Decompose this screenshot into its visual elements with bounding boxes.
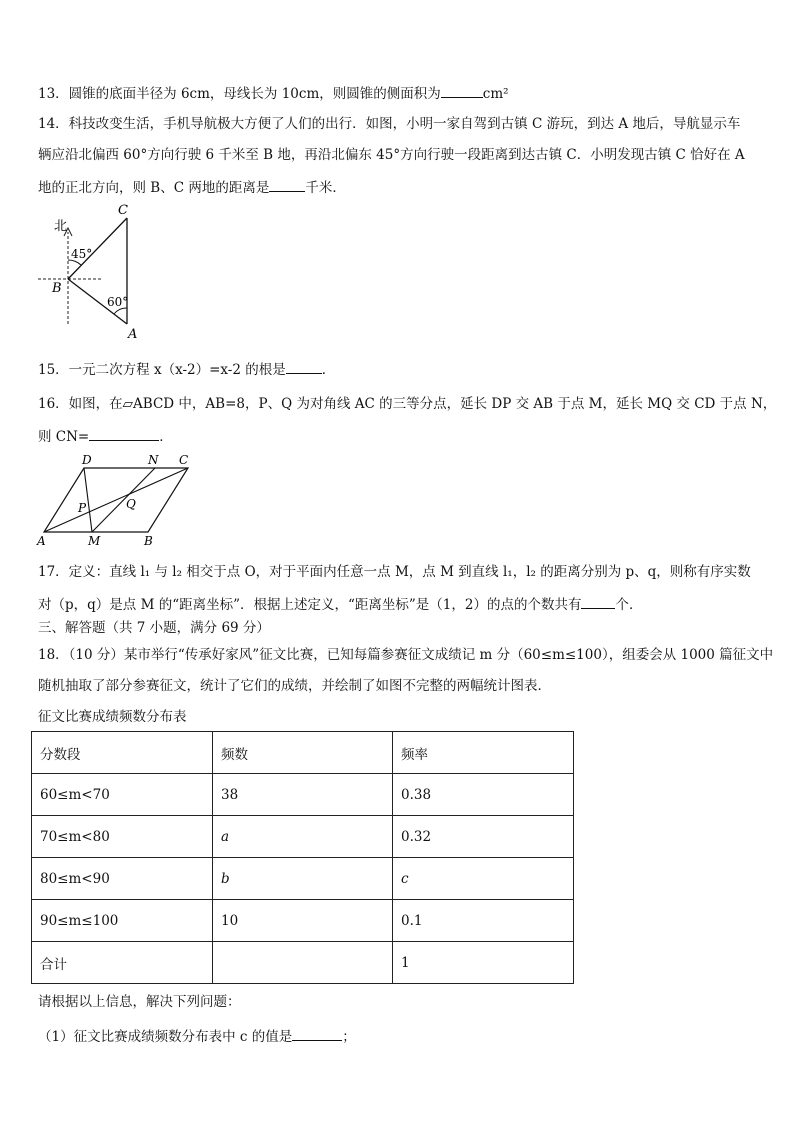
table-header-row — [32, 732, 574, 774]
q17-line1: 17．定义：直线 l₁ 与 l₂ 相交于点 O，对于平面内任意一点 M，点 M 到直线 l₁，l₂ 的距离分别为 p、q，则称有序实数 — [38, 564, 751, 580]
label-d: D — [82, 453, 92, 467]
q17-line2-end: 个． — [615, 597, 643, 613]
frequency-table — [31, 731, 574, 984]
label-angle-60: 60° — [107, 295, 129, 309]
q14-line1: 14．科技改变生活，手机导航极大方便了人们的出行．如图，小明一家自驾到古镇 C 游玩，到达 A 地后，导航显示车 — [38, 116, 741, 132]
q18-line1: 18．（10 分）某市举行“传承好家风”征文比赛，已知每篇参赛征文成绩记 m 分（60≤m≤100），组委会从 1000 篇征文中 — [38, 647, 774, 663]
table-cell: a — [213, 816, 393, 858]
table-row — [32, 816, 574, 858]
q15-answer-blank — [286, 359, 322, 374]
q18-sub1-answer-blank — [292, 1026, 342, 1041]
table-cell: 1 — [393, 942, 574, 984]
q15-end: ． — [321, 362, 336, 378]
label-c: C — [179, 453, 189, 467]
table-cell: 60≤m<70 — [32, 774, 213, 816]
label-p: P — [78, 501, 87, 515]
label-b: B — [52, 281, 62, 296]
label-a: A — [128, 327, 138, 342]
q16-line2-end: ． — [159, 429, 173, 445]
table-cell: 38 — [213, 774, 393, 816]
segment-dm — [84, 468, 92, 532]
table-title: 征文比赛成绩频数分布表 — [38, 709, 187, 725]
label-q: Q — [126, 497, 136, 511]
table-cell — [213, 942, 393, 984]
table-cell: 合计 — [32, 942, 213, 984]
table-cell: c — [393, 858, 574, 900]
table-cell: 0.32 — [393, 816, 574, 858]
label-north: 北 — [54, 219, 68, 234]
q16-line2 — [38, 426, 173, 446]
q15-text: 15．一元二次方程 x（x-2）=x-2 的根是 — [38, 362, 286, 378]
q17-line2-text: 对（p，q）是点 M 的“距离坐标”．根据上述定义，“距离坐标”是（1，2）的点的个数共有 — [38, 597, 582, 613]
table-header-cell: 分数段 — [32, 732, 213, 774]
q18-sub1-end: ； — [342, 1029, 356, 1045]
q18-sub1-text: （1）征文比赛成绩频数分布表中 c 的值是 — [38, 1029, 293, 1045]
question-15 — [38, 359, 335, 379]
q16-figure — [34, 452, 194, 548]
segment-mn — [92, 468, 155, 532]
table-cell: 0.38 — [393, 774, 574, 816]
table-row — [32, 858, 574, 900]
table-header-cell: 频率 — [393, 732, 574, 774]
q13-answer-blank — [441, 83, 483, 98]
table-cell: 70≤m<80 — [32, 816, 213, 858]
q14-line3-end: 千米． — [305, 180, 346, 196]
table-row — [32, 774, 574, 816]
q13-text: 13．圆锥的底面半径为 6cm，母线长为 10cm，则圆锥的侧面积为 — [38, 86, 441, 102]
label-n: N — [148, 453, 159, 467]
table-cell: 10 — [213, 900, 393, 942]
q16-line2-text: 则 CN= — [38, 429, 90, 445]
q14-answer-blank — [269, 177, 305, 192]
q14-line3-text: 地的正北方向，则 B、C 两地的距离是 — [38, 180, 270, 196]
table-cell: b — [213, 858, 393, 900]
table-row — [32, 900, 574, 942]
q18-sub1 — [38, 1026, 356, 1046]
q18-instruction: 请根据以上信息，解决下列问题： — [38, 994, 241, 1010]
section-3-title: 三、解答题（共 7 小题，满分 69 分） — [38, 620, 270, 636]
q18-line2: 随机抽取了部分参赛征文，统计了它们的成绩，并绘制了如图不完整的两幅统计图表． — [38, 678, 551, 694]
q16-line1: 16．如图，在▱ABCD 中，AB=8，P、Q 为对角线 AC 的三等分点，延长 DP 交 AB 于点 M，延长 MQ 交 CD 于点 N， — [38, 396, 777, 412]
table-header-cell: 频数 — [213, 732, 393, 774]
q14-figure — [30, 200, 150, 342]
diagonal-ac — [44, 468, 188, 532]
table-cell: 90≤m≤100 — [32, 900, 213, 942]
table-row — [32, 942, 574, 984]
label-angle-45: 45° — [71, 247, 93, 261]
label-c: C — [118, 203, 128, 218]
label-m: M — [88, 534, 101, 548]
table-cell: 80≤m<90 — [32, 858, 213, 900]
q17-line2 — [38, 594, 642, 614]
q16-answer-blank — [89, 426, 159, 441]
q14-line3 — [38, 177, 346, 197]
question-13 — [38, 83, 509, 103]
label-b: B — [144, 534, 153, 548]
table-cell: 0.1 — [393, 900, 574, 942]
q14-line2: 辆应沿北偏西 60°方向行驶 6 千米至 B 地，再沿北偏东 45°方向行驶一段距离到达古镇 C．小明发现古镇 C 恰好在 A — [38, 147, 745, 163]
q17-answer-blank — [581, 594, 615, 609]
q13-unit: cm² — [482, 86, 509, 102]
label-a: A — [37, 534, 46, 548]
